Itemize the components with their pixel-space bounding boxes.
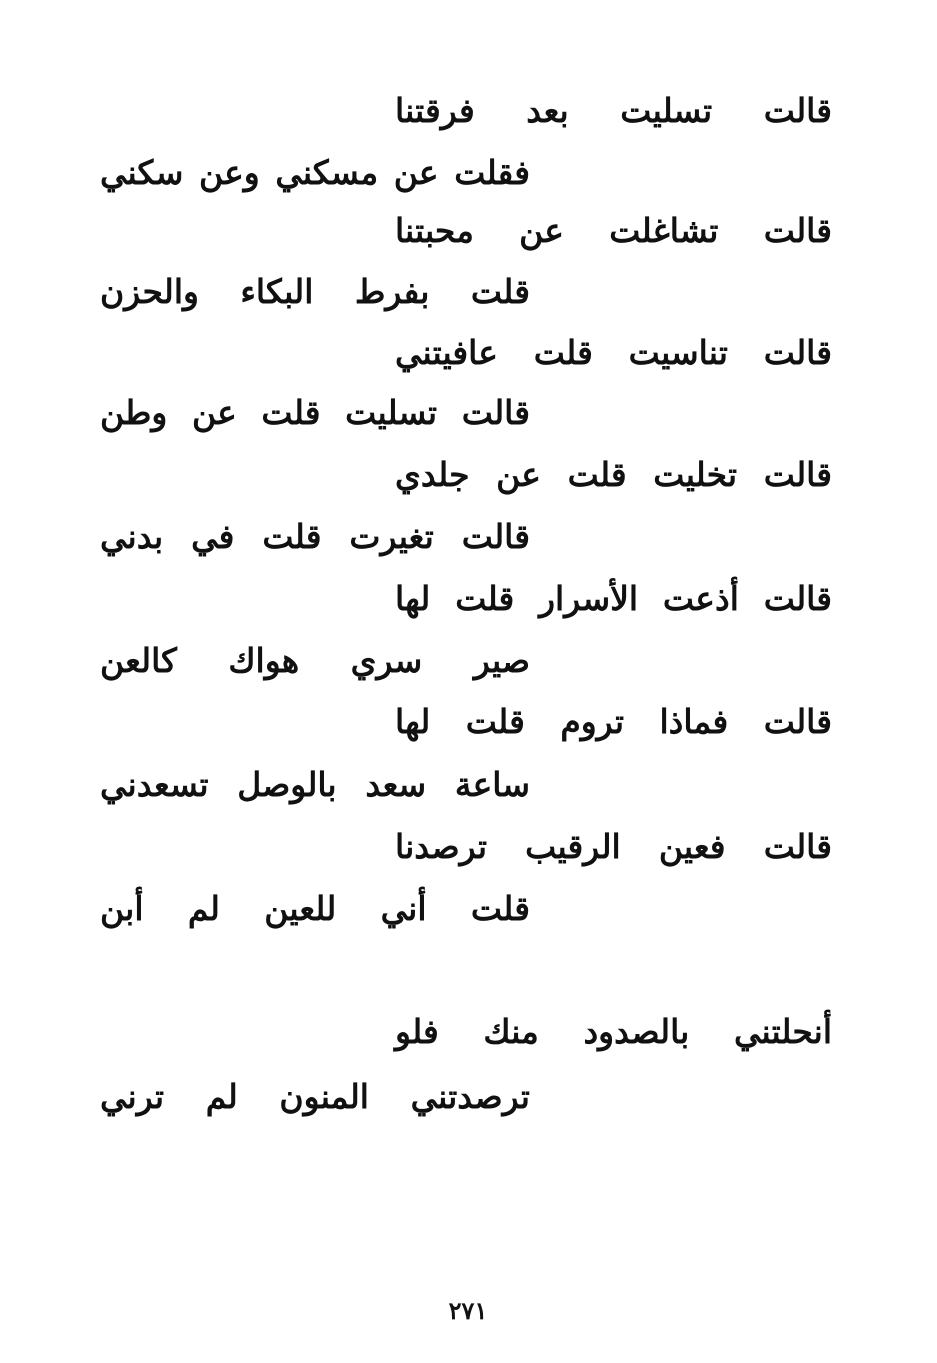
verse-word: منك: [483, 1012, 539, 1051]
verse-line-9: [395, 574, 832, 624]
verse-word: قالت: [763, 702, 832, 741]
verse-word: قالت: [763, 455, 832, 494]
verse-word: سري: [350, 641, 423, 680]
verse-word: ترصدتني: [410, 1077, 530, 1116]
verse-word: تسعدني: [100, 765, 209, 804]
verse-word: فلو: [395, 1012, 439, 1051]
verse-line-14: [100, 884, 530, 934]
verse-word: ترني: [100, 1077, 165, 1116]
verse-word: قلت: [567, 455, 627, 494]
verse-word: لها: [395, 702, 431, 741]
verse-word: فرقتنا: [395, 91, 475, 130]
verse-line-1: [395, 86, 832, 136]
verse-word: ترصدنا: [395, 827, 488, 866]
verse-line-12: [100, 760, 530, 810]
verse-word: قالت: [763, 211, 832, 250]
verse-line-3: [395, 206, 832, 256]
verse-word: أذعت: [662, 579, 739, 618]
verse-word: محبتنا: [395, 211, 474, 250]
verse-word: والحزن: [100, 272, 199, 311]
verse-word: تغيرت: [349, 517, 434, 556]
verse-word: قلت: [261, 393, 321, 432]
verse-line-4: [100, 267, 530, 317]
verse-word: عن: [393, 153, 439, 192]
verse-word: عافيتني: [395, 333, 498, 372]
verse-word: مسكني: [275, 153, 379, 192]
verse-word: جلدي: [395, 455, 470, 494]
verse-word: قلت: [455, 579, 515, 618]
verse-line-5: [395, 328, 832, 378]
verse-line-15: [395, 1007, 832, 1057]
verse-line-8: [100, 512, 530, 562]
verse-line-2: [100, 148, 530, 198]
verse-word: قالت: [763, 579, 832, 618]
verse-word: أنحلتني: [733, 1012, 832, 1051]
verse-word: قالت: [461, 517, 530, 556]
verse-word: كالعن: [100, 641, 177, 680]
verse-word: أبن: [100, 889, 144, 928]
verse-word: تشاغلت: [609, 211, 719, 250]
verse-word: قلت: [465, 702, 525, 741]
verse-word: قالت: [763, 91, 832, 130]
verse-word: سكني: [100, 153, 184, 192]
verse-word: أني: [380, 889, 427, 928]
verse-word: في: [191, 517, 235, 556]
verse-word: قالت: [763, 827, 832, 866]
verse-word: سعد: [365, 765, 427, 804]
verse-line-6: [100, 388, 530, 438]
verse-word: فقلت: [454, 153, 530, 192]
verse-word: لها: [395, 579, 431, 618]
verse-word: لم: [187, 889, 220, 928]
verse-word: بفرط: [354, 272, 430, 311]
verse-word: المنون: [279, 1077, 369, 1116]
page-number: ٢٧١: [448, 1296, 488, 1325]
verse-word: تسليت: [345, 393, 438, 432]
verse-word: تروم: [560, 702, 625, 741]
verse-word: بدني: [100, 517, 164, 556]
verse-word: وطن: [100, 393, 168, 432]
verse-word: وعن: [199, 153, 260, 192]
verse-line-13: [395, 822, 832, 872]
verse-line-10: [100, 636, 530, 686]
verse-word: البكاء: [240, 272, 314, 311]
verse-word: عن: [191, 393, 237, 432]
verse-word: قلت: [470, 272, 530, 311]
verse-word: صير: [473, 641, 530, 680]
verse-word: قالت: [763, 333, 832, 372]
verse-word: عن: [519, 211, 564, 250]
verse-word: تناسيت: [628, 333, 728, 372]
verse-word: الرقيب: [525, 827, 621, 866]
verse-word: قلت: [470, 889, 530, 928]
verse-word: تخليت: [653, 455, 738, 494]
verse-word: فعين: [658, 827, 726, 866]
verse-word: هواك: [228, 641, 300, 680]
verse-word: قلت: [533, 333, 593, 372]
verse-word: للعين: [264, 889, 337, 928]
verse-word: قلت: [262, 517, 322, 556]
verse-word: ساعة: [454, 765, 530, 804]
verse-word: قالت: [461, 393, 530, 432]
verse-word: بالصدود: [583, 1012, 690, 1051]
verse-word: فماذا: [659, 702, 729, 741]
verse-word: بالوصل: [237, 765, 337, 804]
verse-line-11: [395, 697, 832, 747]
verse-word: الأسرار: [539, 579, 639, 618]
verse-word: لم: [205, 1077, 238, 1116]
verse-line-16: [100, 1072, 530, 1122]
verse-word: تسليت: [620, 91, 713, 130]
verse-word: عن: [496, 455, 541, 494]
verse-line-7: [395, 450, 832, 500]
verse-word: بعد: [526, 91, 569, 130]
